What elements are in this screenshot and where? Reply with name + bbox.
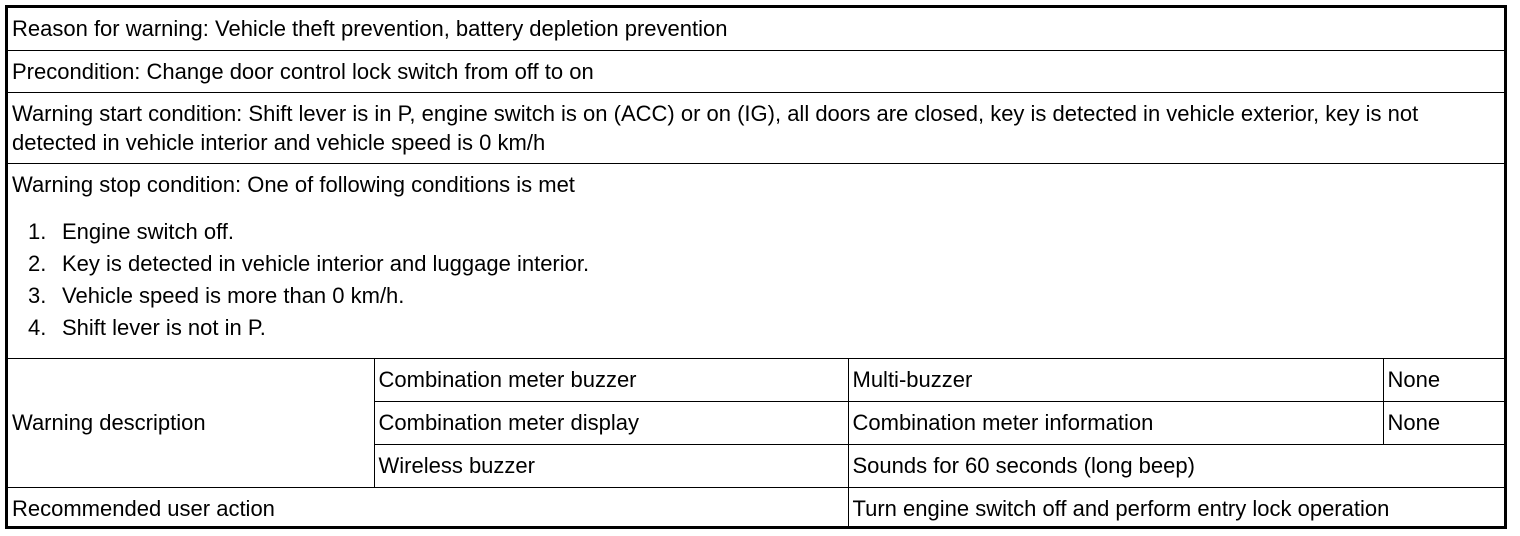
device-cell: Combination meter buzzer: [374, 358, 848, 401]
stop-condition-heading: Warning stop condition: One of following conditions is met: [12, 171, 575, 197]
type-cell: Combination meter information: [848, 401, 1383, 444]
table-row: [8, 358, 1504, 401]
list-item-text: Shift lever is not in P.: [62, 314, 266, 340]
list-item-text: Engine switch off.: [62, 218, 235, 244]
reason-cell: Reason for warning: Vehicle theft prevention, battery depletion prevention: [8, 8, 1504, 50]
warning-table: [8, 8, 1504, 529]
stop-condition-row: [8, 163, 1504, 358]
device-cell: Combination meter display: [374, 401, 848, 444]
list-item: [12, 248, 1500, 280]
stop-condition-list: [12, 216, 1500, 344]
list-item-number: 3.: [28, 282, 47, 308]
list-item-text: Key is detected in vehicle interior and luggage interior.: [62, 250, 590, 276]
list-item-number: 1.: [28, 218, 47, 244]
value-cell: None: [1383, 401, 1504, 444]
recommended-action-row: [8, 487, 1504, 529]
list-item-number: 4.: [28, 314, 47, 340]
type-cell: Multi-buzzer: [848, 358, 1383, 401]
start-condition-cell: Warning start condition: Shift lever is in P, engine switch is on (ACC) or on (IG), all doors are closed, key is detected in vehicle exterior, key is not detected in vehicle interior and vehicle speed is 0 km/h: [8, 92, 1504, 163]
stop-condition-cell: [8, 163, 1504, 358]
recommended-action-value: Turn engine switch off and perform entry lock operation: [848, 487, 1504, 529]
list-item-number: 2.: [28, 250, 47, 276]
list-item-text: Vehicle speed is more than 0 km/h.: [62, 282, 405, 308]
list-item: [12, 216, 1500, 248]
value-cell: None: [1383, 358, 1504, 401]
list-item: [12, 312, 1500, 344]
type-cell: Sounds for 60 seconds (long beep): [848, 444, 1504, 487]
start-condition-row: [8, 92, 1504, 163]
precondition-cell: Precondition: Change door control lock switch from off to on: [8, 50, 1504, 92]
device-cell: Wireless buzzer: [374, 444, 848, 487]
list-item: [12, 280, 1500, 312]
reason-row: [8, 8, 1504, 50]
warning-spec-table: [5, 5, 1507, 529]
precondition-row: [8, 50, 1504, 92]
warning-description-label: Warning description: [8, 358, 374, 487]
recommended-action-label: Recommended user action: [8, 487, 848, 529]
